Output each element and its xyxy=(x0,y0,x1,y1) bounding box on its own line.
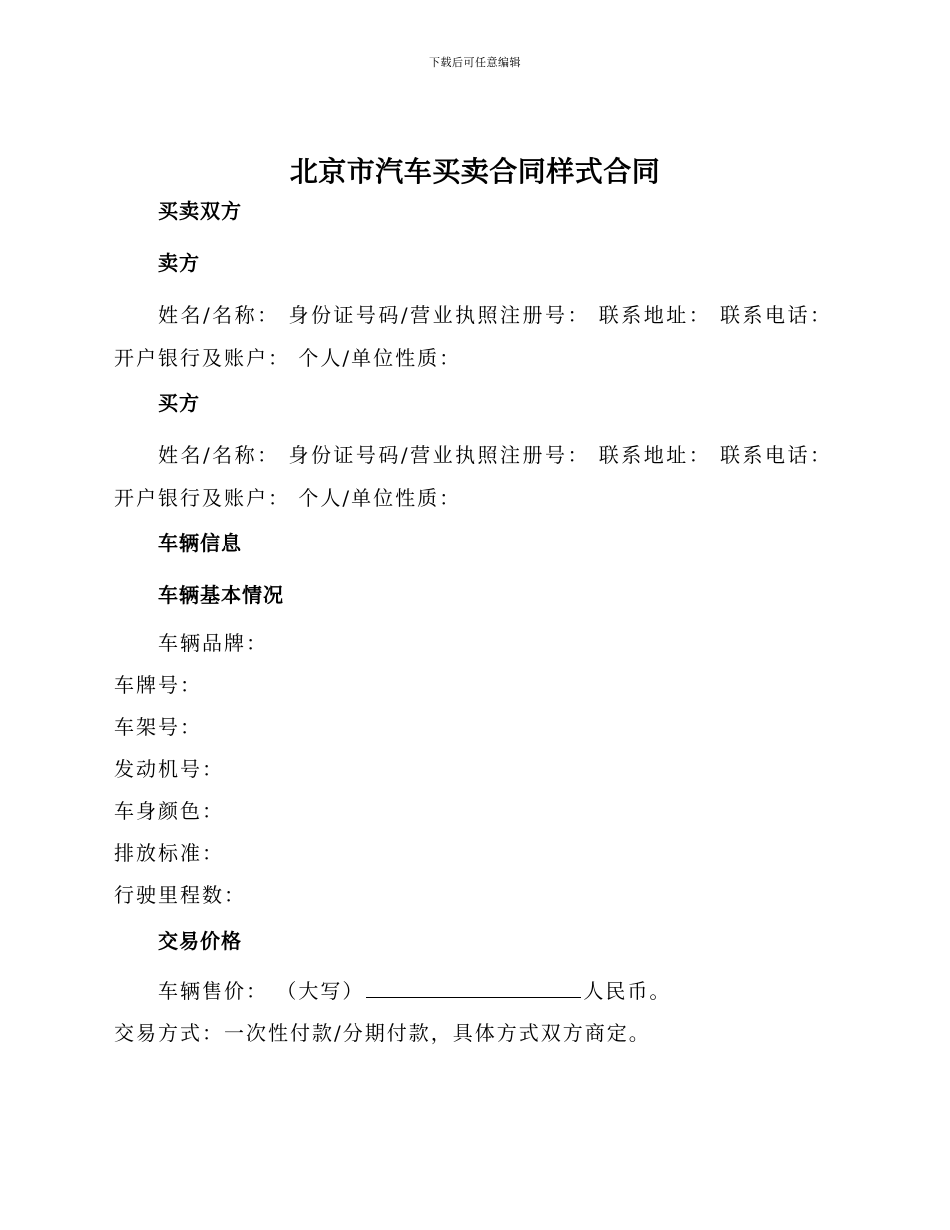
vehicle-brand-field: 车辆品牌： xyxy=(158,631,268,655)
seller-details: 姓名/名称： 身份证号码/营业执照注册号： 联系地址： 联系电话： 开户银行及账户： 个人/单位性质： xyxy=(114,303,832,370)
vehicle-plate-field: 车牌号： xyxy=(114,673,202,697)
price-line-prefix: 车辆售价： （大写） xyxy=(158,979,365,1003)
vehicle-engine-field: 发动机号： xyxy=(114,757,224,781)
vehicle-frame-field: 车架号： xyxy=(114,715,202,739)
buyer-details: 姓名/名称： 身份证号码/营业执照注册号： 联系地址： 联系电话： 开户银行及账户： 个人/单位性质： xyxy=(114,443,832,510)
vehicle-mileage-field: 行驶里程数： xyxy=(114,883,246,907)
document-title: 北京市汽车买卖合同样式合同 xyxy=(289,155,661,188)
document-body xyxy=(114,196,832,1054)
price-line xyxy=(114,970,832,1012)
buyer-heading: 买方 xyxy=(158,391,200,415)
seller-heading: 卖方 xyxy=(158,251,200,275)
vehicle-color-field: 车身颜色： xyxy=(114,799,224,823)
price-line-suffix: 人民币。 xyxy=(583,979,672,1003)
vehicle-emission-field: 排放标准： xyxy=(114,841,224,865)
vehicle-basic-heading: 车辆基本情况 xyxy=(158,583,284,607)
parties-heading: 买卖双方 xyxy=(158,199,242,223)
header-note: 下载后可任意编辑 xyxy=(429,56,521,69)
price-heading: 交易价格 xyxy=(158,929,242,953)
price-blank-underline xyxy=(366,975,581,998)
vehicle-info-heading: 车辆信息 xyxy=(158,531,242,555)
payment-method-line: 交易方式：一次性付款/分期付款，具体方式双方商定。 xyxy=(114,1021,651,1045)
